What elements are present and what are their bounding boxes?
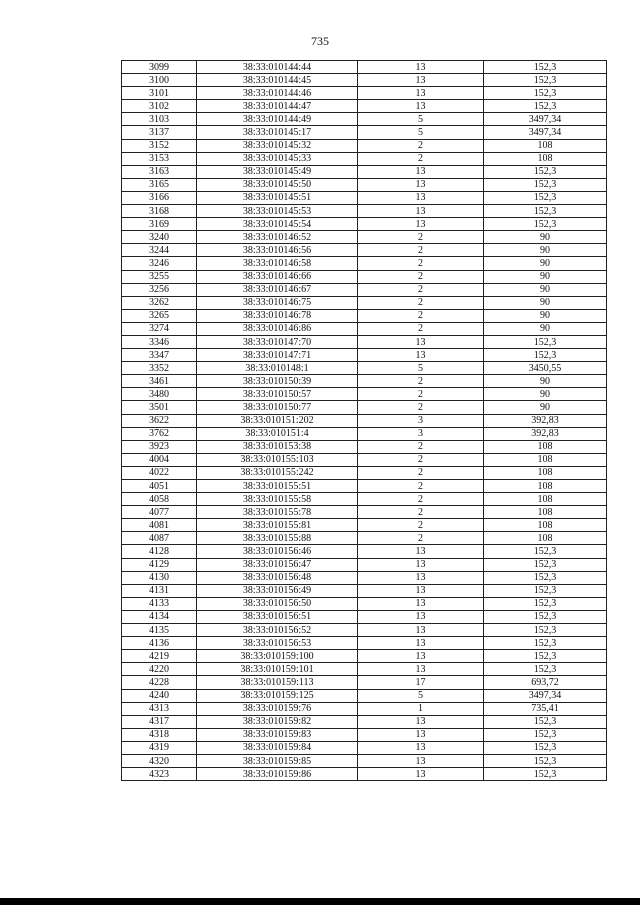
- group-cell: 13: [358, 218, 484, 231]
- row-number-cell: 3166: [122, 191, 197, 204]
- row-number-cell: 4004: [122, 453, 197, 466]
- row-number-cell: 3480: [122, 388, 197, 401]
- row-number-cell: 4313: [122, 702, 197, 715]
- group-cell: 13: [358, 584, 484, 597]
- row-number-cell: 3101: [122, 87, 197, 100]
- table-row: [122, 74, 607, 87]
- value-cell: 152,3: [484, 584, 607, 597]
- cadastral-number-cell: 38:33:010159:101: [197, 663, 358, 676]
- cadastral-number-cell: 38:33:010159:100: [197, 650, 358, 663]
- table-row: [122, 388, 607, 401]
- row-number-cell: 3923: [122, 440, 197, 453]
- value-cell: 90: [484, 322, 607, 335]
- row-number-cell: 3461: [122, 375, 197, 388]
- group-cell: 13: [358, 728, 484, 741]
- table-row: [122, 584, 607, 597]
- cadastral-number-cell: 38:33:010148:1: [197, 362, 358, 375]
- row-number-cell: 4133: [122, 597, 197, 610]
- value-cell: 152,3: [484, 545, 607, 558]
- value-cell: 90: [484, 244, 607, 257]
- group-cell: 2: [358, 270, 484, 283]
- row-number-cell: 4077: [122, 506, 197, 519]
- row-number-cell: 3262: [122, 296, 197, 309]
- row-number-cell: 3102: [122, 100, 197, 113]
- table-row: [122, 532, 607, 545]
- group-cell: 2: [358, 466, 484, 479]
- value-cell: 108: [484, 519, 607, 532]
- group-cell: 17: [358, 676, 484, 689]
- value-cell: 90: [484, 401, 607, 414]
- table-row: [122, 663, 607, 676]
- table-row: [122, 519, 607, 532]
- group-cell: 1: [358, 702, 484, 715]
- group-cell: 2: [358, 139, 484, 152]
- group-cell: 2: [358, 506, 484, 519]
- value-cell: 108: [484, 493, 607, 506]
- cadastral-number-cell: 38:33:010155:242: [197, 466, 358, 479]
- value-cell: 152,3: [484, 335, 607, 348]
- table-row: [122, 610, 607, 623]
- row-number-cell: 3762: [122, 427, 197, 440]
- table-row: [122, 244, 607, 257]
- cadastral-number-cell: 38:33:010145:17: [197, 126, 358, 139]
- group-cell: 5: [358, 362, 484, 375]
- cadastral-number-cell: 38:33:010155:103: [197, 453, 358, 466]
- scan-edge-bar: [0, 898, 640, 905]
- table-row: [122, 401, 607, 414]
- value-cell: 152,3: [484, 74, 607, 87]
- value-cell: 108: [484, 532, 607, 545]
- table-row: [122, 231, 607, 244]
- row-number-cell: 4136: [122, 637, 197, 650]
- cadastral-number-cell: 38:33:010159:85: [197, 754, 358, 767]
- cadastral-number-cell: 38:33:010151:202: [197, 414, 358, 427]
- cadastral-number-cell: 38:33:010145:32: [197, 139, 358, 152]
- cadastral-number-cell: 38:33:010146:78: [197, 309, 358, 322]
- value-cell: 735,41: [484, 702, 607, 715]
- group-cell: 13: [358, 715, 484, 728]
- value-cell: 90: [484, 309, 607, 322]
- group-cell: 2: [358, 231, 484, 244]
- group-cell: 13: [358, 205, 484, 218]
- value-cell: 108: [484, 453, 607, 466]
- table-row: [122, 453, 607, 466]
- value-cell: 392,83: [484, 427, 607, 440]
- group-cell: 5: [358, 689, 484, 702]
- table-row: [122, 270, 607, 283]
- value-cell: 152,3: [484, 650, 607, 663]
- group-cell: 13: [358, 87, 484, 100]
- cadastral-number-cell: 38:33:010144:46: [197, 87, 358, 100]
- table-row: [122, 309, 607, 322]
- cadastral-number-cell: 38:33:010156:50: [197, 597, 358, 610]
- group-cell: 13: [358, 191, 484, 204]
- cadastral-number-cell: 38:33:010159:113: [197, 676, 358, 689]
- table-row: [122, 728, 607, 741]
- row-number-cell: 3153: [122, 152, 197, 165]
- table-row: [122, 283, 607, 296]
- group-cell: 13: [358, 754, 484, 767]
- cadastral-number-cell: 38:33:010147:71: [197, 349, 358, 362]
- value-cell: 90: [484, 375, 607, 388]
- row-number-cell: 4319: [122, 741, 197, 754]
- value-cell: 90: [484, 296, 607, 309]
- row-number-cell: 3256: [122, 283, 197, 296]
- value-cell: 152,3: [484, 165, 607, 178]
- cadastral-number-cell: 38:33:010144:49: [197, 113, 358, 126]
- cadastral-number-cell: 38:33:010145:50: [197, 178, 358, 191]
- row-number-cell: 3169: [122, 218, 197, 231]
- group-cell: 13: [358, 100, 484, 113]
- value-cell: 3497,34: [484, 113, 607, 126]
- value-cell: 152,3: [484, 349, 607, 362]
- group-cell: 2: [358, 401, 484, 414]
- table-row: [122, 427, 607, 440]
- value-cell: 152,3: [484, 205, 607, 218]
- cadastral-number-cell: 38:33:010150:77: [197, 401, 358, 414]
- row-number-cell: 4317: [122, 715, 197, 728]
- row-number-cell: 3255: [122, 270, 197, 283]
- registry-table: [121, 60, 607, 781]
- table-row: [122, 113, 607, 126]
- group-cell: 2: [358, 296, 484, 309]
- cadastral-number-cell: 38:33:010155:88: [197, 532, 358, 545]
- cadastral-number-cell: 38:33:010146:52: [197, 231, 358, 244]
- row-number-cell: 3265: [122, 309, 197, 322]
- group-cell: 2: [358, 152, 484, 165]
- value-cell: 108: [484, 466, 607, 479]
- cadastral-number-cell: 38:33:010156:52: [197, 624, 358, 637]
- row-number-cell: 4240: [122, 689, 197, 702]
- value-cell: 152,3: [484, 597, 607, 610]
- table-row: [122, 257, 607, 270]
- row-number-cell: 4087: [122, 532, 197, 545]
- cadastral-number-cell: 38:33:010156:51: [197, 610, 358, 623]
- page-number: 735: [311, 34, 329, 48]
- table-row: [122, 322, 607, 335]
- group-cell: 2: [358, 532, 484, 545]
- value-cell: 152,3: [484, 610, 607, 623]
- group-cell: 13: [358, 545, 484, 558]
- group-cell: 13: [358, 663, 484, 676]
- group-cell: 3: [358, 427, 484, 440]
- row-number-cell: 4134: [122, 610, 197, 623]
- group-cell: 2: [358, 493, 484, 506]
- group-cell: 5: [358, 113, 484, 126]
- group-cell: 13: [358, 650, 484, 663]
- cadastral-number-cell: 38:33:010151:4: [197, 427, 358, 440]
- row-number-cell: 3622: [122, 414, 197, 427]
- group-cell: 13: [358, 610, 484, 623]
- value-cell: 152,3: [484, 637, 607, 650]
- value-cell: 152,3: [484, 715, 607, 728]
- cadastral-number-cell: 38:33:010155:58: [197, 493, 358, 506]
- group-cell: 13: [358, 178, 484, 191]
- group-cell: 13: [358, 558, 484, 571]
- value-cell: 152,3: [484, 191, 607, 204]
- value-cell: 152,3: [484, 61, 607, 74]
- cadastral-number-cell: 38:33:010159:84: [197, 741, 358, 754]
- group-cell: 2: [358, 440, 484, 453]
- cadastral-number-cell: 38:33:010146:67: [197, 283, 358, 296]
- group-cell: 2: [358, 375, 484, 388]
- table-row: [122, 296, 607, 309]
- cadastral-number-cell: 38:33:010159:86: [197, 768, 358, 781]
- cadastral-number-cell: 38:33:010144:44: [197, 61, 358, 74]
- value-cell: 152,3: [484, 754, 607, 767]
- table-row: [122, 741, 607, 754]
- value-cell: 152,3: [484, 571, 607, 584]
- group-cell: 2: [358, 519, 484, 532]
- table-row: [122, 61, 607, 74]
- group-cell: 2: [358, 257, 484, 270]
- table-row: [122, 335, 607, 348]
- table-row: [122, 165, 607, 178]
- row-number-cell: 3165: [122, 178, 197, 191]
- row-number-cell: 4318: [122, 728, 197, 741]
- row-number-cell: 3163: [122, 165, 197, 178]
- table-row: [122, 768, 607, 781]
- cadastral-number-cell: 38:33:010155:78: [197, 506, 358, 519]
- row-number-cell: 4131: [122, 584, 197, 597]
- cadastral-number-cell: 38:33:010156:53: [197, 637, 358, 650]
- row-number-cell: 3103: [122, 113, 197, 126]
- row-number-cell: 4130: [122, 571, 197, 584]
- group-cell: 13: [358, 165, 484, 178]
- cadastral-number-cell: 38:33:010156:49: [197, 584, 358, 597]
- group-cell: 13: [358, 74, 484, 87]
- table-row: [122, 702, 607, 715]
- table-row: [122, 650, 607, 663]
- value-cell: 108: [484, 152, 607, 165]
- cadastral-number-cell: 38:33:010145:54: [197, 218, 358, 231]
- row-number-cell: 3352: [122, 362, 197, 375]
- group-cell: 13: [358, 61, 484, 74]
- table-row: [122, 571, 607, 584]
- row-number-cell: 3346: [122, 335, 197, 348]
- group-cell: 13: [358, 597, 484, 610]
- row-number-cell: 3347: [122, 349, 197, 362]
- group-cell: 2: [358, 322, 484, 335]
- cadastral-number-cell: 38:33:010146:66: [197, 270, 358, 283]
- row-number-cell: 4081: [122, 519, 197, 532]
- cadastral-number-cell: 38:33:010159:125: [197, 689, 358, 702]
- group-cell: 13: [358, 571, 484, 584]
- row-number-cell: 3099: [122, 61, 197, 74]
- group-cell: 3: [358, 414, 484, 427]
- table-row: [122, 362, 607, 375]
- table-row: [122, 205, 607, 218]
- table-row: [122, 152, 607, 165]
- table-row: [122, 597, 607, 610]
- cadastral-number-cell: 38:33:010145:49: [197, 165, 358, 178]
- cadastral-number-cell: 38:33:010146:56: [197, 244, 358, 257]
- value-cell: 3450,55: [484, 362, 607, 375]
- cadastral-number-cell: 38:33:010153:38: [197, 440, 358, 453]
- row-number-cell: 4058: [122, 493, 197, 506]
- cadastral-number-cell: 38:33:010159:83: [197, 728, 358, 741]
- table-row: [122, 440, 607, 453]
- cadastral-number-cell: 38:33:010144:45: [197, 74, 358, 87]
- cadastral-number-cell: 38:33:010146:86: [197, 322, 358, 335]
- table-row: [122, 218, 607, 231]
- table-row: [122, 754, 607, 767]
- row-number-cell: 4128: [122, 545, 197, 558]
- cadastral-number-cell: 38:33:010147:70: [197, 335, 358, 348]
- table-row: [122, 637, 607, 650]
- row-number-cell: 3168: [122, 205, 197, 218]
- group-cell: 2: [358, 244, 484, 257]
- value-cell: 152,3: [484, 741, 607, 754]
- row-number-cell: 4323: [122, 768, 197, 781]
- value-cell: 108: [484, 480, 607, 493]
- cadastral-number-cell: 38:33:010145:53: [197, 205, 358, 218]
- table-row: [122, 715, 607, 728]
- group-cell: 5: [358, 126, 484, 139]
- value-cell: 108: [484, 139, 607, 152]
- row-number-cell: 3274: [122, 322, 197, 335]
- row-number-cell: 3246: [122, 257, 197, 270]
- group-cell: 2: [358, 480, 484, 493]
- value-cell: 3497,34: [484, 126, 607, 139]
- cadastral-number-cell: 38:33:010145:51: [197, 191, 358, 204]
- table-row: [122, 126, 607, 139]
- value-cell: 90: [484, 283, 607, 296]
- group-cell: 13: [358, 335, 484, 348]
- cadastral-number-cell: 38:33:010146:75: [197, 296, 358, 309]
- value-cell: 108: [484, 506, 607, 519]
- cadastral-number-cell: 38:33:010159:82: [197, 715, 358, 728]
- table-row: [122, 466, 607, 479]
- row-number-cell: 4051: [122, 480, 197, 493]
- table-row: [122, 100, 607, 113]
- value-cell: 392,83: [484, 414, 607, 427]
- value-cell: 152,3: [484, 663, 607, 676]
- group-cell: 2: [358, 453, 484, 466]
- row-number-cell: 3244: [122, 244, 197, 257]
- value-cell: 152,3: [484, 624, 607, 637]
- table-row: [122, 676, 607, 689]
- table-row: [122, 480, 607, 493]
- value-cell: 152,3: [484, 87, 607, 100]
- value-cell: 90: [484, 231, 607, 244]
- cadastral-number-cell: 38:33:010146:58: [197, 257, 358, 270]
- row-number-cell: 3152: [122, 139, 197, 152]
- value-cell: 152,3: [484, 178, 607, 191]
- cadastral-number-cell: 38:33:010155:51: [197, 480, 358, 493]
- group-cell: 13: [358, 637, 484, 650]
- value-cell: 3497,34: [484, 689, 607, 702]
- cadastral-number-cell: 38:33:010145:33: [197, 152, 358, 165]
- value-cell: 152,3: [484, 558, 607, 571]
- group-cell: 13: [358, 741, 484, 754]
- cadastral-number-cell: 38:33:010144:47: [197, 100, 358, 113]
- table-row: [122, 375, 607, 388]
- value-cell: 152,3: [484, 218, 607, 231]
- group-cell: 2: [358, 309, 484, 322]
- value-cell: 90: [484, 388, 607, 401]
- cadastral-number-cell: 38:33:010159:76: [197, 702, 358, 715]
- table-row: [122, 139, 607, 152]
- value-cell: 152,3: [484, 768, 607, 781]
- value-cell: 90: [484, 257, 607, 270]
- table-row: [122, 178, 607, 191]
- group-cell: 13: [358, 624, 484, 637]
- group-cell: 2: [358, 388, 484, 401]
- table-row: [122, 558, 607, 571]
- row-number-cell: 4228: [122, 676, 197, 689]
- cadastral-number-cell: 38:33:010156:46: [197, 545, 358, 558]
- value-cell: 90: [484, 270, 607, 283]
- group-cell: 13: [358, 349, 484, 362]
- table-row: [122, 624, 607, 637]
- table-row: [122, 349, 607, 362]
- table-row: [122, 87, 607, 100]
- row-number-cell: 4129: [122, 558, 197, 571]
- table-row: [122, 506, 607, 519]
- row-number-cell: 4219: [122, 650, 197, 663]
- row-number-cell: 4135: [122, 624, 197, 637]
- group-cell: 2: [358, 283, 484, 296]
- table-row: [122, 414, 607, 427]
- row-number-cell: 3240: [122, 231, 197, 244]
- cadastral-number-cell: 38:33:010156:47: [197, 558, 358, 571]
- group-cell: 13: [358, 768, 484, 781]
- cadastral-number-cell: 38:33:010156:48: [197, 571, 358, 584]
- table-row: [122, 493, 607, 506]
- row-number-cell: 4022: [122, 466, 197, 479]
- cadastral-number-cell: 38:33:010150:39: [197, 375, 358, 388]
- row-number-cell: 3137: [122, 126, 197, 139]
- table-body: [122, 61, 607, 781]
- value-cell: 108: [484, 440, 607, 453]
- value-cell: 152,3: [484, 728, 607, 741]
- table-row: [122, 191, 607, 204]
- table-row: [122, 689, 607, 702]
- row-number-cell: 4320: [122, 754, 197, 767]
- value-cell: 693,72: [484, 676, 607, 689]
- cadastral-number-cell: 38:33:010150:57: [197, 388, 358, 401]
- cadastral-number-cell: 38:33:010155:81: [197, 519, 358, 532]
- row-number-cell: 4220: [122, 663, 197, 676]
- table-row: [122, 545, 607, 558]
- value-cell: 152,3: [484, 100, 607, 113]
- row-number-cell: 3501: [122, 401, 197, 414]
- row-number-cell: 3100: [122, 74, 197, 87]
